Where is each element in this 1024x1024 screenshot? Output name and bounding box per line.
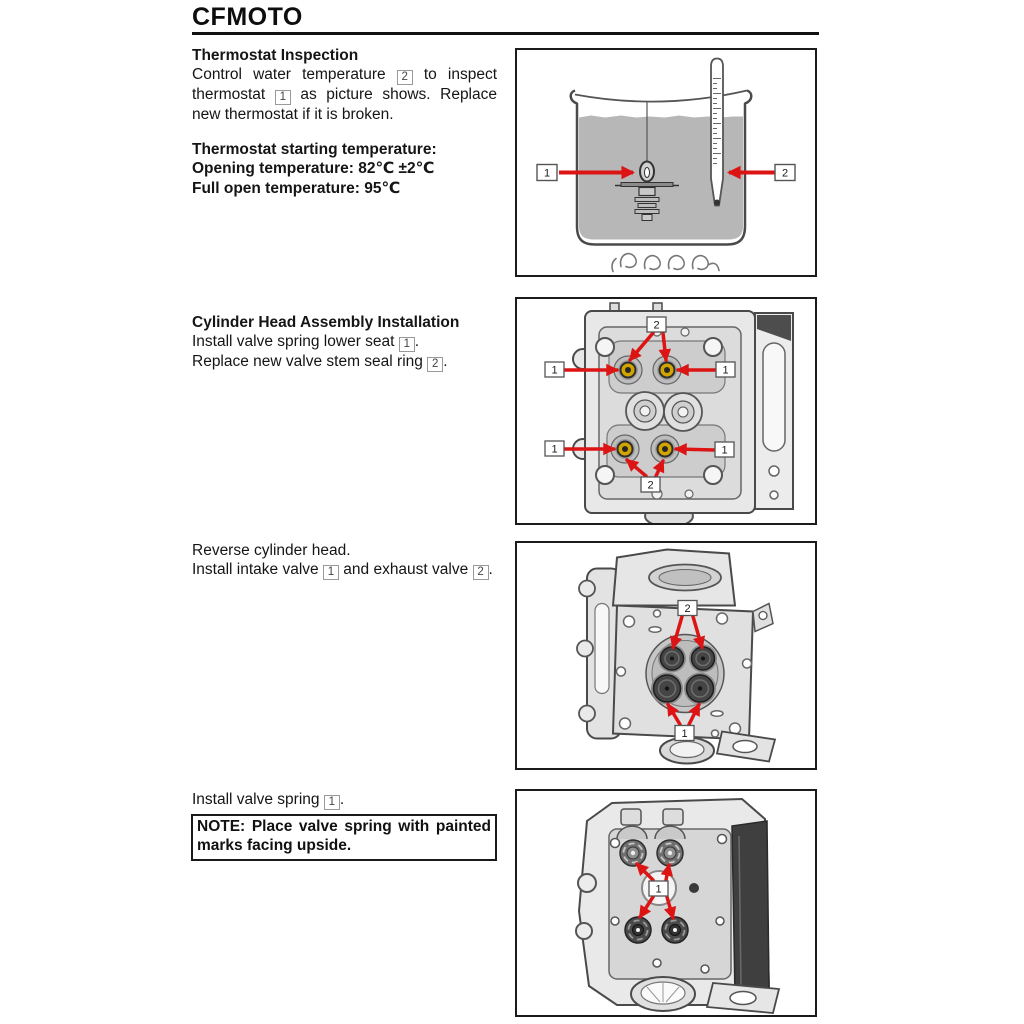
section-heading: Cylinder Head Assembly Installation: [192, 314, 460, 331]
figure-head-top-view: [515, 297, 817, 525]
paragraph: [192, 790, 497, 810]
text-segment: Control water temperature: [192, 66, 397, 84]
callout-label: 2: [781, 167, 789, 180]
side-dark-panel: [732, 821, 769, 996]
section-cylinder-head-installation: [192, 313, 497, 372]
paragraph: Reverse cylinder head.: [192, 542, 351, 559]
callout-label: 2: [653, 319, 660, 332]
section-install-valve-spring: [192, 790, 497, 810]
head-top-illustration: [517, 299, 815, 523]
callout-label: 2: [647, 479, 654, 492]
paragraph: [192, 560, 512, 580]
callout-label: 2: [684, 603, 691, 615]
figure-head-reversed: [515, 541, 817, 770]
cylinder-head-body: [573, 303, 793, 523]
figure-thermostat-test: [515, 48, 817, 277]
spec-opening-temperature: Opening temperature: 82℃ ±2℃: [192, 160, 435, 178]
note-box: NOTE: Place valve spring with painted marks facing upside.: [191, 814, 497, 861]
text-segment: Install valve spring lower seat: [192, 333, 399, 351]
section-thermostat-inspection: [192, 46, 497, 125]
callout-ref-1: 1: [323, 565, 339, 580]
callout-ref-2: 2: [397, 70, 413, 85]
section-reverse-cylinder-head: [192, 541, 512, 580]
section-heading: Thermostat Inspection: [192, 47, 359, 64]
brand-logo: CFMOTO: [192, 3, 303, 31]
spring-bottom-left: [625, 917, 651, 943]
callout-ref-2: 2: [427, 357, 443, 372]
paragraph: [192, 352, 497, 372]
callout-ref-1: 1: [275, 90, 291, 105]
spring-top-right: [657, 840, 683, 866]
intake-valve-left: [651, 673, 683, 705]
callout-label: 1: [721, 444, 728, 457]
text-segment: Install valve spring: [192, 791, 324, 808]
spring-top-left: [620, 840, 646, 866]
callout-label: 1: [551, 443, 558, 456]
paragraph: [192, 332, 497, 352]
text-segment: as picture shows. Replace new thermostat if it is broken.: [192, 86, 497, 124]
thermostat-test-illustration: [517, 50, 815, 275]
cylinder-head-spring-body: [576, 799, 779, 1013]
callout-label: 1: [551, 364, 558, 377]
callout-label: 1: [722, 364, 729, 377]
spring-bottom-right: [662, 917, 688, 943]
thermometer: [711, 59, 723, 206]
text-segment: .: [414, 333, 420, 351]
callout-label: 1: [655, 883, 662, 896]
text-segment: .: [443, 353, 448, 371]
text-segment: to inspect thermostat: [192, 66, 497, 104]
callout-ref-1: 1: [324, 795, 340, 810]
text-segment: and exhaust valve: [338, 561, 473, 579]
intake-valve-right: [684, 673, 716, 705]
beaker: [571, 91, 752, 245]
callout-label: 1: [543, 167, 551, 180]
valve-springs-illustration: [517, 791, 815, 1015]
text-segment: .: [488, 561, 493, 579]
heat-coils: [612, 254, 719, 272]
callout-ref-1: 1: [399, 337, 415, 352]
text-segment: Replace new valve stem seal ring: [192, 353, 428, 371]
spec-heading: Thermostat starting temperature:: [192, 141, 437, 158]
figure-valve-springs: [515, 789, 817, 1017]
text-segment: .: [339, 791, 345, 808]
callout-ref-2: 2: [473, 565, 489, 580]
section-thermostat-specs: [192, 140, 497, 198]
thermometer-bulb: [714, 200, 720, 206]
arrow-seal-bottom-right-from-1: [676, 449, 714, 450]
callout-label: 1: [681, 728, 688, 740]
text-segment: Install intake valve: [192, 561, 323, 579]
header-rule: [192, 32, 819, 35]
paragraph: [192, 65, 497, 124]
spec-full-open-temperature: Full open temperature: 95℃: [192, 179, 401, 197]
head-reversed-illustration: [517, 543, 815, 768]
